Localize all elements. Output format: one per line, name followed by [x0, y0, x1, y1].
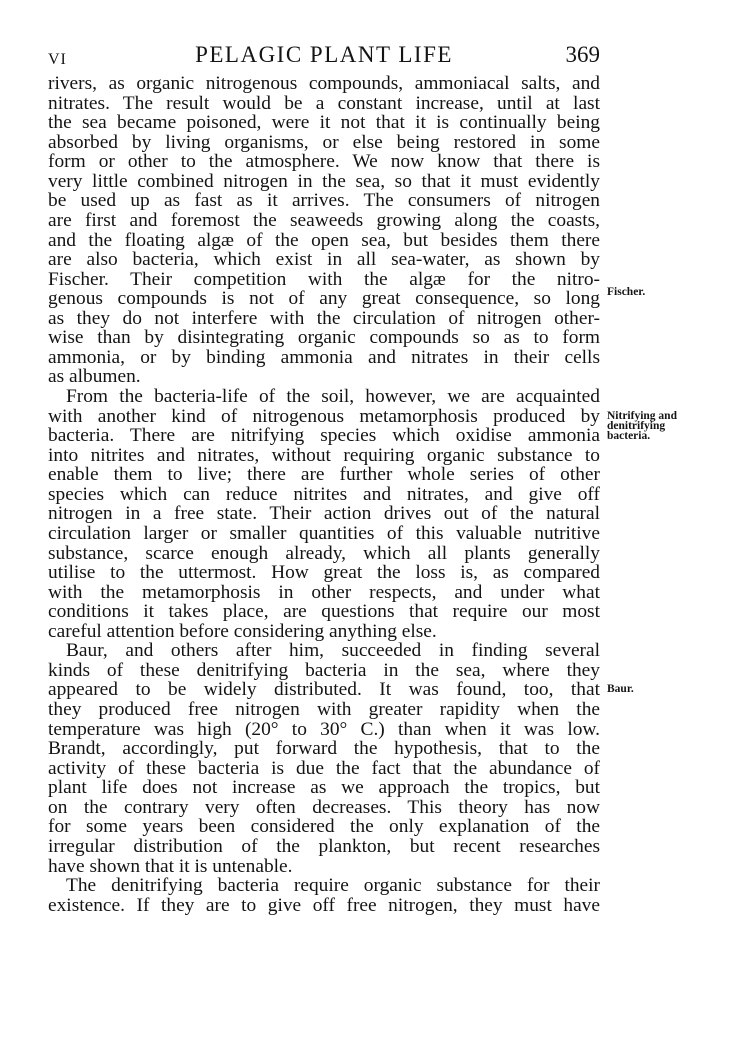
margin-note-bacteria: bacteria.: [607, 430, 651, 442]
text-line: kinds of these denitrifying bacteria in the sea, where they: [48, 659, 600, 681]
margin-note-denitrifying: denitrifying: [607, 420, 666, 432]
text-line: be used up as fast as it arrives. The consumers of nitrogen: [48, 190, 600, 212]
text-line: and the floating algæ of the open sea, but besides them there: [48, 229, 600, 251]
text-line: nitrogen in a free state. Their action drives out of the natural: [48, 503, 600, 525]
text-line: genous compounds is not of any great consequence, so long: [48, 288, 600, 310]
text-line: The denitrifying bacteria require organic substance for their: [66, 875, 600, 897]
text-line: substance, scarce enough already, which all plants generally: [48, 542, 600, 564]
text-line: on the contrary very often decreases. This theory has now: [48, 796, 600, 818]
text-line: conditions it takes place, are questions that require our most: [48, 601, 600, 623]
text-line: activity of these bacteria is due the fact that the abundance of: [48, 757, 600, 779]
text-line: as they do not interfere with the circulation of nitrogen other-: [48, 307, 600, 329]
text-line: ammonia, or by binding ammonia and nitrates in their cells: [48, 346, 600, 368]
text-line: absorbed by living organisms, or else being restored in some: [48, 131, 600, 153]
text-line: very little combined nitrogen in the sea, so that it must evidently: [48, 170, 600, 192]
text-line: enable them to live; there are further whole series of other: [48, 464, 600, 486]
text-line: appeared to be widely distributed. It was found, too, that: [48, 679, 600, 701]
text-line: From the bacteria-life of the soil, however, we are acquainted: [66, 386, 600, 407]
text-line: for some years been considered the only explanation of the: [48, 816, 600, 838]
text-line: existence. If they are to give off free nitrogen, they must have: [48, 894, 600, 916]
text-line: as albumen.: [48, 366, 141, 388]
text-line: into nitrites and nitrates, without requiring organic substance to: [48, 444, 600, 466]
text-line: plant life does not increase as we approach the tropics, but: [48, 777, 600, 799]
text-line: they produced free nitrogen with greater rapidity when the: [48, 699, 600, 720]
text-line: utilise to the uttermost. How great the loss is, as compared: [48, 562, 600, 584]
text-line: circulation larger or smaller quantities of this valuable nutritive: [48, 522, 600, 544]
text-line: are also bacteria, which exist in all sea-water, as shown by: [48, 249, 600, 271]
text-line: have shown that it is untenable.: [48, 855, 293, 877]
text-line: with the metamorphosis in other respects, and under what: [48, 581, 600, 603]
page-number: 369: [565, 42, 600, 67]
text-line: species which can reduce nitrites and nitrates, and give off: [48, 483, 600, 505]
margin-note-nitrifying: Nitrifying and: [607, 410, 677, 422]
text-line: form or other to the atmosphere. We now know that there is: [48, 151, 600, 173]
text-line: nitrates. The result would be a constant increase, until at last: [48, 92, 600, 114]
text-line: Baur, and others after him, succeeded in finding several: [66, 640, 600, 662]
margin-note-baur: Baur.: [607, 683, 634, 695]
text-line: wise than by disintegrating organic compounds so as to form: [48, 327, 600, 349]
running-title: PELAGIC PLANT LIFE: [195, 42, 453, 67]
text-line: rivers, as organic nitrogenous compounds, ammoniacal salts, and: [48, 73, 600, 94]
body-text: [48, 74, 600, 915]
chapter-number: VI: [48, 51, 67, 68]
text-line: are first and foremost the seaweeds growing along the coasts,: [48, 209, 600, 231]
text-line: irregular distribution of the plankton, but recent researches: [48, 835, 600, 857]
margin-note-fischer: Fischer.: [607, 286, 646, 298]
text-line: Fischer. Their competition with the algæ for the nitro-: [48, 268, 600, 290]
text-line: temperature was high (20° to 30° C.) than when it was low.: [48, 718, 600, 740]
running-header: [48, 42, 600, 72]
text-line: with another kind of nitrogenous metamorphosis produced by: [48, 405, 600, 427]
text-line: Brandt, accordingly, put forward the hypothesis, that to the: [48, 738, 600, 760]
text-line: bacteria. There are nitrifying species which oxidise ammonia: [48, 425, 600, 447]
text-line: careful attention before considering anything else.: [48, 620, 437, 642]
text-line: the sea became poisoned, were it not that it is continually being: [48, 112, 600, 134]
